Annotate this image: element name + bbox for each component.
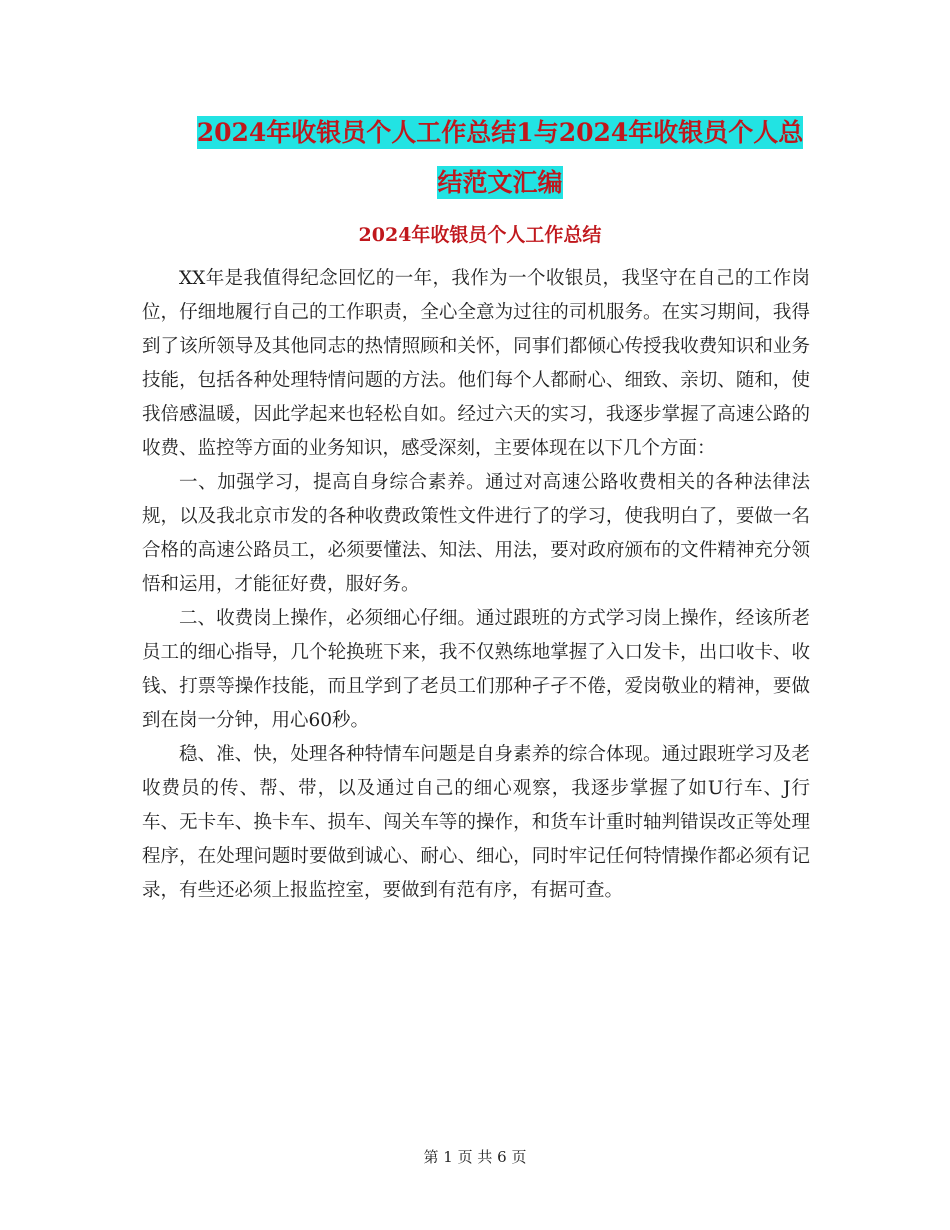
- paragraph: 一、加强学习，提高自身综合素养。通过对高速公路收费相关的各种法律法规，以及我北京市发的各种收费政策性文件进行了的学习，使我明白了，要做一名合格的高速公路员工，必须要懂法、知法、用法，要对政府颁布的文件精神充分领悟和运用，才能征好费，服好务。: [142, 472, 810, 595]
- title-line-2: 结范文汇编: [437, 168, 563, 197]
- paragraph: XX年是我值得纪念回忆的一年，我作为一个收银员，我坚守在自己的工作岗位，仔细地履行自己的工作职责，全心全意为过往的司机服务。在实习期间，我得到了该所领导及其他同志的热情照顾和关怀，同事们都倾心传授我收费知识和业务技能，包括各种处理特情问题的方法。他们每个人都耐心、细致、亲切、随和，使我倍感温暖，因此学起来也轻松自如。经过六天的实习，我逐步掌握了高速公路的收费、监控等方面的业务知识，感受深刻，主要体现在以下几个方面：: [142, 268, 810, 459]
- title-line-1: 2024年收银员个人工作总结1与2024年收银员个人总: [196, 118, 804, 147]
- document-body: [142, 262, 810, 908]
- section-title: 2024年收银员个人工作总结: [358, 224, 602, 246]
- page-footer: [0, 1145, 950, 1169]
- document-title: [140, 108, 860, 208]
- paragraph: 稳、准、快，处理各种特情车问题是自身素养的综合体现。通过跟班学习及老收费员的传、帮、带，以及通过自己的细心观察，我逐步掌握了如U行车、J行车、无卡车、换卡车、损车、闯关车等的操作，和货车计重时轴判错误改正等处理程序，在处理问题时要做到诚心、耐心、细心，同时牢记任何特情操作都必须有记录，有些还必须上报监控室，要做到有范有序，有据可查。: [142, 744, 810, 901]
- page-number: 第 1 页 共 6 页: [423, 1148, 527, 1166]
- paragraph: 二、收费岗上操作，必须细心仔细。通过跟班的方式学习岗上操作，经该所老员工的细心指导，几个轮换班下来，我不仅熟练地掌握了入口发卡，出口收卡、收钱、打票等操作技能，而且学到了老员工们那种孑孑不倦，爱岗敬业的精神，要做到在岗一分钟，用心60秒。: [142, 608, 810, 731]
